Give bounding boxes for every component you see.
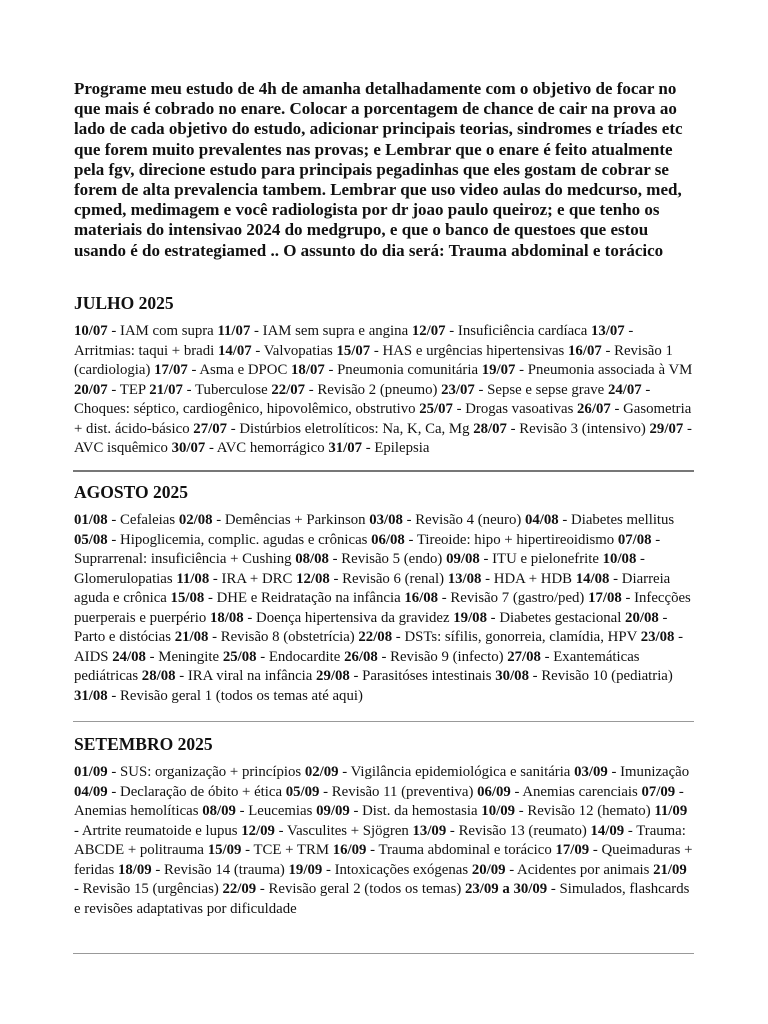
schedule-entry: 21/07 - Tuberculose [149, 381, 268, 398]
entry-date: 06/08 [371, 531, 405, 548]
schedule-entry: 09/08 - ITU e pielonefrite [446, 551, 599, 567]
entry-date: 05/08 [74, 531, 108, 548]
schedule-entry: 16/09 - Trauma abdominal e torácico [332, 842, 552, 858]
entry-topic: HAS e urgências hipertensivas [382, 342, 565, 359]
schedule-entry: 02/09 - Vigilância epidemiológica e sanitária [304, 764, 571, 780]
entry-date: 03/09 [574, 764, 608, 780]
entry-topic: Trauma: ABCDE + politrauma [74, 822, 686, 858]
entry-topic: HDA + HDB [493, 570, 573, 587]
entry-date: 21/08 [174, 629, 209, 645]
schedule-entry: 25/07 - Drogas vasoativas [419, 401, 574, 417]
entry-topic: Trauma abdominal e torácico [378, 842, 552, 858]
entry-topic: Anemias carenciais [522, 783, 638, 800]
entry-topic: Pneumonia associada à VM [527, 362, 693, 378]
schedule-entry: 14/07 - Valvopatias [217, 342, 333, 359]
entry-date: 09/08 [446, 551, 480, 567]
entry-date: 22/09 [222, 881, 257, 897]
entry-topic: Tuberculose [195, 381, 268, 398]
schedule-entry: 22/09 - Revisão geral 2 (todos os temas) [222, 881, 462, 897]
entry-date: 30/08 [495, 668, 529, 684]
schedule-entry: 15/07 - HAS e urgências hipertensivas [336, 342, 565, 359]
schedule-entry: 08/09 - Leucemias [202, 803, 313, 819]
entry-date: 01/09 [74, 764, 108, 780]
entry-topic: Cefaleias [120, 512, 176, 528]
entry-topic: Asma e DPOC [199, 362, 288, 378]
schedule-entry: 13/07 - Arritmias: taqui + bradi [74, 323, 634, 359]
entry-date: 02/09 [304, 764, 339, 780]
schedule-entry: 27/08 - Exantemáticas pediátricas [74, 648, 640, 684]
schedule-entry: 22/08 - DSTs: sífilis, gonorreia, clamídia, HPV [358, 629, 637, 645]
entry-date: 30/07 [171, 440, 206, 456]
schedule-entry: 20/08 - Parto e distócias [74, 609, 668, 645]
schedule-entry: 23/09 a 30/09 - Simulados, flashcards e revisões adaptativas por dificuldade [74, 881, 690, 917]
entry-date: 18/07 [291, 362, 325, 378]
entry-date: 19/08 [453, 609, 487, 626]
entry-date: 15/07 [336, 342, 371, 359]
entry-topic: IRA + DRC [221, 570, 293, 587]
schedule-entry: 28/08 - IRA viral na infância [141, 668, 313, 684]
entry-date: 27/07 [193, 420, 228, 437]
entry-topic: IAM com supra [120, 323, 214, 339]
schedule-entry: 04/08 - Diabetes mellitus [525, 512, 675, 528]
entry-date: 08/09 [202, 803, 236, 819]
entry-topic: Revisão 2 (pneumo) [317, 381, 438, 398]
schedule-entry: 13/09 - Revisão 13 (reumato) [412, 822, 587, 839]
entry-topic: Hipoglicemia, complic. agudas e crônicas [120, 531, 368, 548]
entry-date: 08/08 [295, 551, 329, 567]
entry-date: 14/09 [590, 822, 625, 839]
schedule-entry: 05/09 - Revisão 11 (preventiva) [285, 783, 474, 800]
entry-date: 04/08 [525, 512, 559, 528]
schedule-entry: 18/09 - Revisão 14 (trauma) [117, 861, 285, 878]
entry-date: 10/08 [602, 551, 637, 567]
entry-topic: Leucemias [248, 803, 313, 819]
entry-topic: Parto e distócias [74, 629, 171, 645]
entry-topic: Doença hipertensiva da gravidez [256, 609, 450, 626]
entry-date: 22/08 [358, 629, 393, 645]
entry-date: 07/09 [641, 783, 676, 800]
schedule-entry: 08/08 - Revisão 5 (endo) [295, 551, 443, 567]
schedule-entry: 02/08 - Demências + Parkinson [178, 512, 366, 528]
entry-topic: TEP [119, 381, 146, 398]
month-title: JULHO 2025 [74, 293, 174, 313]
schedule-entry: 26/07 - Gasometria + dist. ácido-básico [74, 401, 692, 437]
month-section-july [74, 292, 694, 459]
month-section-september [74, 733, 694, 919]
schedule-entry: 12/09 - Vasculites + Sjögren [241, 822, 409, 839]
schedule-entry: 05/08 - Hipoglicemia, complic. agudas e crônicas [74, 531, 368, 548]
entry-date: 09/09 [316, 803, 350, 819]
entry-date: 11/07 [217, 323, 251, 339]
entry-date: 28/08 [141, 668, 176, 684]
entry-date: 05/09 [285, 783, 320, 800]
schedule-entry: 28/07 - Revisão 3 (intensivo) [473, 420, 646, 437]
entry-topic: Infecções puerperais e puerpério [74, 590, 691, 626]
entry-date: 11/08 [176, 570, 210, 587]
month-schedule [74, 322, 694, 459]
entry-date: 12/08 [296, 570, 330, 587]
schedule-entry: 11/08 - IRA + DRC [176, 570, 293, 587]
entry-topic: Insuficiência cardíaca [457, 323, 588, 339]
entry-topic: IRA viral na infância [187, 668, 313, 684]
schedule-entry: 23/07 - Sepse e sepse grave [441, 381, 605, 398]
entry-topic: Revisão 11 (preventiva) [331, 783, 474, 800]
schedule-entry: 13/08 - HDA + HDB [447, 570, 573, 587]
section-divider [73, 721, 694, 722]
entry-topic: Simulados, flashcards e revisões adaptativas por dificuldade [74, 881, 690, 917]
entry-date: 28/07 [473, 420, 507, 437]
entry-topic: ITU e pielonefrite [492, 551, 599, 567]
schedule-entry: 25/08 - Endocardite [222, 648, 341, 665]
entry-topic: Revisão 4 (neuro) [415, 512, 522, 528]
entry-topic: Exantemáticas pediátricas [74, 648, 640, 684]
entry-date: 06/09 [477, 783, 511, 800]
entry-date: 13/09 [412, 822, 447, 839]
entry-date: 23/08 [640, 629, 675, 645]
entry-topic: Sepse e sepse grave [487, 381, 605, 398]
entry-topic: SUS: organização + princípios [120, 764, 302, 780]
entry-date: 02/08 [178, 512, 213, 528]
schedule-entry: 18/08 - Doença hipertensiva da gravidez [210, 609, 450, 626]
entry-topic: Declaração de óbito + ética [120, 783, 283, 800]
schedule-entry: 10/08 - Glomerulopatias [74, 551, 645, 587]
month-section-august [74, 481, 694, 706]
entry-date: 16/09 [332, 842, 367, 858]
entry-date: 20/07 [74, 381, 108, 398]
schedule-entry: 20/07 - TEP [74, 381, 146, 398]
schedule-entry: 31/07 - Epilepsia [328, 440, 430, 456]
entry-date: 14/08 [575, 570, 610, 587]
schedule-entry: 21/08 - Revisão 8 (obstetrícia) [174, 629, 355, 645]
month-schedule [74, 511, 694, 706]
schedule-entry: 31/08 - Revisão geral 1 (todos os temas até aqui) [74, 687, 363, 704]
entry-topic: Distúrbios eletrolíticos: Na, K, Ca, Mg [239, 420, 470, 437]
entry-topic: Diabetes gestacional [499, 609, 622, 626]
entry-date: 03/08 [369, 512, 403, 528]
entry-topic: Acidentes por animais [517, 861, 650, 878]
schedule-entry: 24/08 - Meningite [112, 648, 220, 665]
entry-topic: Revisão 15 (urgências) [82, 881, 219, 897]
entry-date: 19/07 [481, 362, 516, 378]
schedule-entry: 24/07 - Choques: séptico, cardiogênico, hipovolêmico, obstrutivo [74, 381, 651, 417]
entry-date: 31/08 [74, 687, 108, 704]
entry-date: 20/09 [471, 861, 506, 878]
entry-date: 18/08 [210, 609, 244, 626]
schedule-entry: 17/09 - Queimaduras + feridas [74, 842, 693, 878]
entry-topic: Dist. da hemostasia [362, 803, 478, 819]
schedule-entry: 30/07 - AVC hemorrágico [171, 440, 325, 456]
schedule-entry: 03/09 - Imunização [574, 764, 690, 780]
schedule-entry: 18/07 - Pneumonia comunitária [291, 362, 479, 378]
entry-topic: Revisão 12 (hemato) [527, 803, 651, 819]
entry-topic: Demências + Parkinson [224, 512, 366, 528]
entry-topic: Tireoide: hipo + hipertireoidismo [416, 531, 615, 548]
section-divider [73, 470, 694, 472]
entry-topic: Revisão 3 (intensivo) [519, 420, 646, 437]
entry-date: 26/07 [577, 401, 611, 417]
entry-date: 31/07 [328, 440, 363, 456]
month-schedule [74, 763, 694, 919]
entry-date: 26/08 [344, 648, 378, 665]
entry-date: 23/09 a 30/09 [464, 881, 548, 897]
entry-topic: Choques: séptico, cardiogênico, hipovolêmico, obstrutivo [74, 401, 416, 417]
entry-date: 25/08 [222, 648, 257, 665]
schedule-entry: 14/09 - Trauma: ABCDE + politrauma [74, 822, 686, 858]
entry-date: 04/09 [74, 783, 108, 800]
entry-topic: Revisão 10 (pediatria) [541, 668, 673, 684]
entry-topic: Revisão 13 (reumato) [458, 822, 587, 839]
schedule-entry: 17/07 - Asma e DPOC [154, 362, 288, 378]
entry-topic: Revisão 14 (trauma) [164, 861, 285, 878]
schedule-entry: 19/08 - Diabetes gestacional [453, 609, 622, 626]
schedule-entry: 09/09 - Dist. da hemostasia [316, 803, 478, 819]
entry-topic: Artrite reumatoide e lupus [81, 822, 238, 839]
entry-topic: Glomerulopatias [74, 570, 173, 587]
entry-topic: Gasometria + dist. ácido-básico [74, 401, 692, 437]
entry-date: 14/07 [217, 342, 252, 359]
section-divider [73, 953, 694, 954]
entry-topic: Vasculites + Sjögren [287, 822, 409, 839]
entry-topic: Anemias hemolíticas [74, 803, 199, 819]
entry-date: 13/08 [447, 570, 482, 587]
entry-topic: Parasitóses intestinais [362, 668, 492, 684]
entry-topic: TCE + TRM [253, 842, 329, 858]
schedule-entry: 01/08 - Cefaleias [74, 512, 176, 528]
entry-date: 20/08 [625, 609, 659, 626]
entry-date: 17/09 [555, 842, 590, 858]
schedule-entry: 26/08 - Revisão 9 (infecto) [344, 648, 504, 665]
schedule-entry: 27/07 - Distúrbios eletrolíticos: Na, K, Ca, Mg [193, 420, 470, 437]
entry-date: 16/08 [404, 590, 439, 606]
entry-topic: Epilepsia [374, 440, 430, 456]
entry-topic: Endocardite [268, 648, 341, 665]
entry-topic: DHE e Reidratação na infância [216, 590, 401, 606]
schedule-entry: 16/07 - Revisão 1 (cardiologia) [74, 342, 673, 378]
schedule-entry: 19/09 - Intoxicações exógenas [288, 861, 469, 878]
entry-date: 12/09 [241, 822, 275, 839]
entry-date: 10/09 [481, 803, 516, 819]
entry-date: 19/09 [288, 861, 323, 878]
schedule-entry: 21/09 - Revisão 15 (urgências) [74, 861, 687, 897]
schedule-entry: 11/07 - IAM sem supra e angina [217, 323, 409, 339]
entry-date: 12/07 [411, 323, 446, 339]
schedule-entry: 14/08 - Diarreia aguda e crônica [74, 570, 671, 606]
schedule-entry: 07/09 - Anemias hemolíticas [74, 783, 684, 819]
entry-topic: Imunização [620, 764, 690, 780]
entry-topic: Vigilância epidemiológica e sanitária [350, 764, 571, 780]
entry-date: 07/08 [617, 531, 652, 548]
entry-topic: Revisão 6 (renal) [342, 570, 445, 587]
entry-date: 15/09 [207, 842, 242, 858]
entry-date: 11/09 [654, 803, 688, 819]
entry-topic: Drogas vasoativas [465, 401, 574, 417]
entry-topic: Revisão 9 (infecto) [390, 648, 504, 665]
schedule-entry: 04/09 - Declaração de óbito + ética [74, 783, 283, 800]
schedule-entry: 12/07 - Insuficiência cardíaca [411, 323, 588, 339]
schedule-entry: 15/08 - DHE e Reidratação na infância [170, 590, 401, 606]
schedule-entry: 06/08 - Tireoide: hipo + hipertireoidismo [371, 531, 615, 548]
schedule-entry: 07/08 - Suprarrenal: insuficiência + Cushing [74, 531, 661, 567]
entry-date: 13/07 [590, 323, 625, 339]
schedule-entry: 12/08 - Revisão 6 (renal) [296, 570, 445, 587]
entry-topic: AIDS [74, 648, 109, 665]
entry-topic: Suprarrenal: insuficiência + Cushing [74, 551, 292, 567]
entry-date: 16/07 [568, 342, 602, 359]
prompt-text: Programe meu estudo de 4h de amanha detalhadamente com o objetivo de focar no que mais é cobrado no enare. Colocar a porcentagem de chance de cair na prova ao lado de cada objetivo do estudo, adicionar principais teorias, sindromes e tríades etc que forem muito prevalentes nas provas; e Lembrar que o enare é feito atualmente pela fgv, direcione estudo para principais pegadinhas que eles gostam de cobrar se forem de alta prevalencia tambem. Lembrar que uso video aulas do medcurso, med, cpmed, medimagem e você radiologista por dr joao paulo queiroz; e que tenho os materiais do intensivao 2024 do medgrupo, e que o banco de questoes que estou usando é do estrategiamed .. O assunto do dia será: Trauma abdominal e torácico [74, 79, 683, 260]
entry-topic: Revisão 5 (endo) [341, 551, 443, 567]
entry-date: 23/07 [441, 381, 475, 398]
entry-topic: Revisão 8 (obstetrícia) [220, 629, 355, 645]
entry-topic: Meningite [158, 648, 220, 665]
schedule-entry: 10/09 - Revisão 12 (hemato) [481, 803, 651, 819]
entry-date: 17/08 [588, 590, 622, 606]
schedule-entry: 29/08 - Parasitóses intestinais [316, 668, 492, 684]
entry-date: 10/07 [74, 323, 108, 339]
entry-date: 29/07 [649, 420, 684, 437]
schedule-entry: 30/08 - Revisão 10 (pediatria) [495, 668, 673, 684]
entry-topic: AVC hemorrágico [216, 440, 325, 456]
entry-date: 24/07 [607, 381, 642, 398]
entry-topic: Intoxicações exógenas [334, 861, 469, 878]
entry-date: 21/09 [653, 861, 687, 878]
schedule-entry: 17/08 - Infecções puerperais e puerpério [74, 590, 691, 626]
entry-date: 24/08 [112, 648, 146, 665]
schedule-entry: 20/09 - Acidentes por animais [471, 861, 650, 878]
entry-date: 21/07 [149, 381, 183, 398]
schedule-entry: 23/08 - AIDS [74, 629, 684, 665]
entry-date: 29/08 [316, 668, 350, 684]
entry-topic: DSTs: sífilis, gonorreia, clamídia, HPV [404, 629, 637, 645]
schedule-entry: 16/08 - Revisão 7 (gastro/ped) [404, 590, 585, 606]
entry-topic: Diabetes mellitus [571, 512, 675, 528]
entry-topic: Arritmias: taqui + bradi [74, 342, 215, 359]
entry-topic: IAM sem supra e angina [262, 323, 409, 339]
entry-topic: Queimaduras + feridas [74, 842, 693, 878]
entry-topic: Revisão geral 1 (todos os temas até aqui) [120, 687, 363, 704]
schedule-entry: 03/08 - Revisão 4 (neuro) [369, 512, 522, 528]
month-title: AGOSTO 2025 [74, 482, 188, 502]
schedule-entry: 06/09 - Anemias carenciais [477, 783, 638, 800]
schedule-entry: 01/09 - SUS: organização + princípios [74, 764, 302, 780]
entry-date: 01/08 [74, 512, 108, 528]
entry-date: 18/09 [117, 861, 152, 878]
entry-date: 27/08 [507, 648, 541, 665]
entry-topic: Revisão geral 2 (todos os temas) [268, 881, 462, 897]
entry-date: 22/07 [271, 381, 306, 398]
schedule-entry: 22/07 - Revisão 2 (pneumo) [271, 381, 438, 398]
entry-topic: Valvopatias [263, 342, 333, 359]
schedule-entry: 19/07 - Pneumonia associada à VM [481, 362, 693, 378]
schedule-entry: 29/07 - AVC isquêmico [74, 420, 692, 456]
entry-topic: Revisão 7 (gastro/ped) [450, 590, 585, 606]
month-title: SETEMBRO 2025 [74, 734, 213, 754]
entry-date: 25/07 [419, 401, 453, 417]
schedule-entry: 11/09 - Artrite reumatoide e lupus [74, 803, 688, 839]
entry-date: 17/07 [154, 362, 188, 378]
entry-topic: Pneumonia comunitária [337, 362, 479, 378]
entry-topic: AVC isquêmico [74, 440, 168, 456]
entry-date: 15/08 [170, 590, 205, 606]
entry-topic: Diarreia aguda e crônica [74, 570, 671, 606]
schedule-entry: 10/07 - IAM com supra [74, 323, 214, 339]
schedule-entry: 15/09 - TCE + TRM [207, 842, 329, 858]
entry-topic: Revisão 1 (cardiologia) [74, 342, 673, 378]
